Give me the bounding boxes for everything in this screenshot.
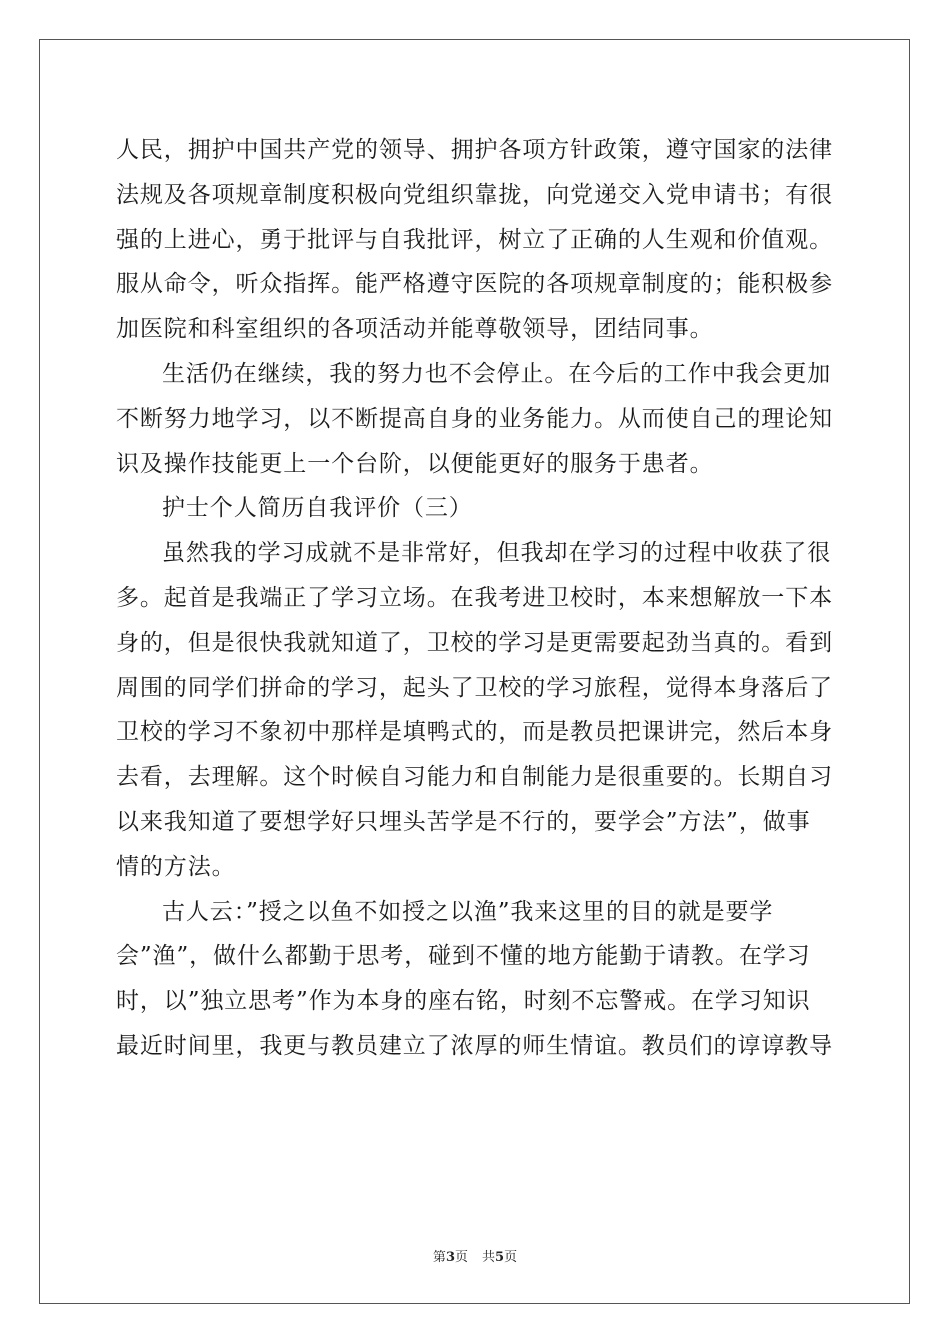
- text-line: 卫校的学习不象初中那样是填鸭式的，而是教员把课讲完，然后本身: [116, 719, 833, 746]
- text-line: 身的，但是很快我就知道了，卫校的学习是更需要起劲当真的。看到: [116, 629, 833, 656]
- total-pages: 5: [495, 1250, 505, 1265]
- text-line: 情的方法。: [116, 853, 236, 880]
- paragraph-start-line: 生活仍在继续，我的努力也不会停止。在今后的工作中我会更加: [162, 360, 832, 387]
- page-label-prefix: 第: [432, 1250, 446, 1265]
- page-label-suffix: 页: [454, 1250, 468, 1265]
- text-line: 时，以”独立思考”作为本身的座右铭，时刻不忘警戒。在学习知识: [116, 988, 811, 1015]
- text-line: 服从命令，听众指挥。能严格遵守医院的各项规章制度的；能积极参: [116, 271, 833, 298]
- text-line: 周围的同学们拼命的学习，起头了卫校的学习旅程，觉得本身落后了: [116, 674, 833, 701]
- section-heading: 护士个人简历自我评价（三）: [162, 495, 473, 522]
- total-label-prefix: 共: [482, 1250, 496, 1265]
- paragraph-start-line: 虽然我的学习成就不是非常好，但我却在学习的过程中收获了很: [162, 540, 832, 567]
- total-label-suffix: 页: [504, 1250, 518, 1265]
- text-line: 强的上进心，勇于批评与自我批评，树立了正确的人生观和价值观。: [116, 226, 833, 253]
- text-line: 去看，去理解。这个时候自习能力和自制能力是很重要的。长期自习: [116, 764, 833, 791]
- text-line: 不断努力地学习，以不断提高自身的业务能力。从而使自己的理论知: [116, 405, 833, 432]
- text-line: 以来我知道了要想学好只埋头苦学是不行的，要学会”方法”，做事: [116, 808, 811, 835]
- text-line: 人民，拥护中国共产党的领导、拥护各项方针政策，遵守国家的法律: [116, 137, 833, 163]
- text-line: 识及操作技能更上一个台阶，以便能更好的服务于患者。: [116, 450, 714, 477]
- document-body: [116, 128, 834, 1069]
- page-footer: [0, 1246, 950, 1265]
- paragraph-start-line: 古人云：”授之以鱼不如授之以渔”我来这里的目的就是要学: [162, 898, 774, 925]
- text-line: 法规及各项规章制度积极向党组织靠拢，向党递交入党申请书；有很: [116, 181, 833, 208]
- text-line: 最近时间里，我更与教员建立了浓厚的师生情谊。教员们的谆谆教导: [116, 1032, 833, 1059]
- page-number: 3: [445, 1250, 455, 1265]
- text-line: 多。起首是我端正了学习立场。在我考进卫校时，本来想解放一下本: [116, 584, 833, 611]
- text-line: 加医院和科室组织的各项活动并能尊敬领导，团结同事。: [116, 316, 714, 343]
- text-line: 会”渔”，做什么都勤于思考，碰到不懂的地方能勤于请教。在学习: [116, 943, 811, 970]
